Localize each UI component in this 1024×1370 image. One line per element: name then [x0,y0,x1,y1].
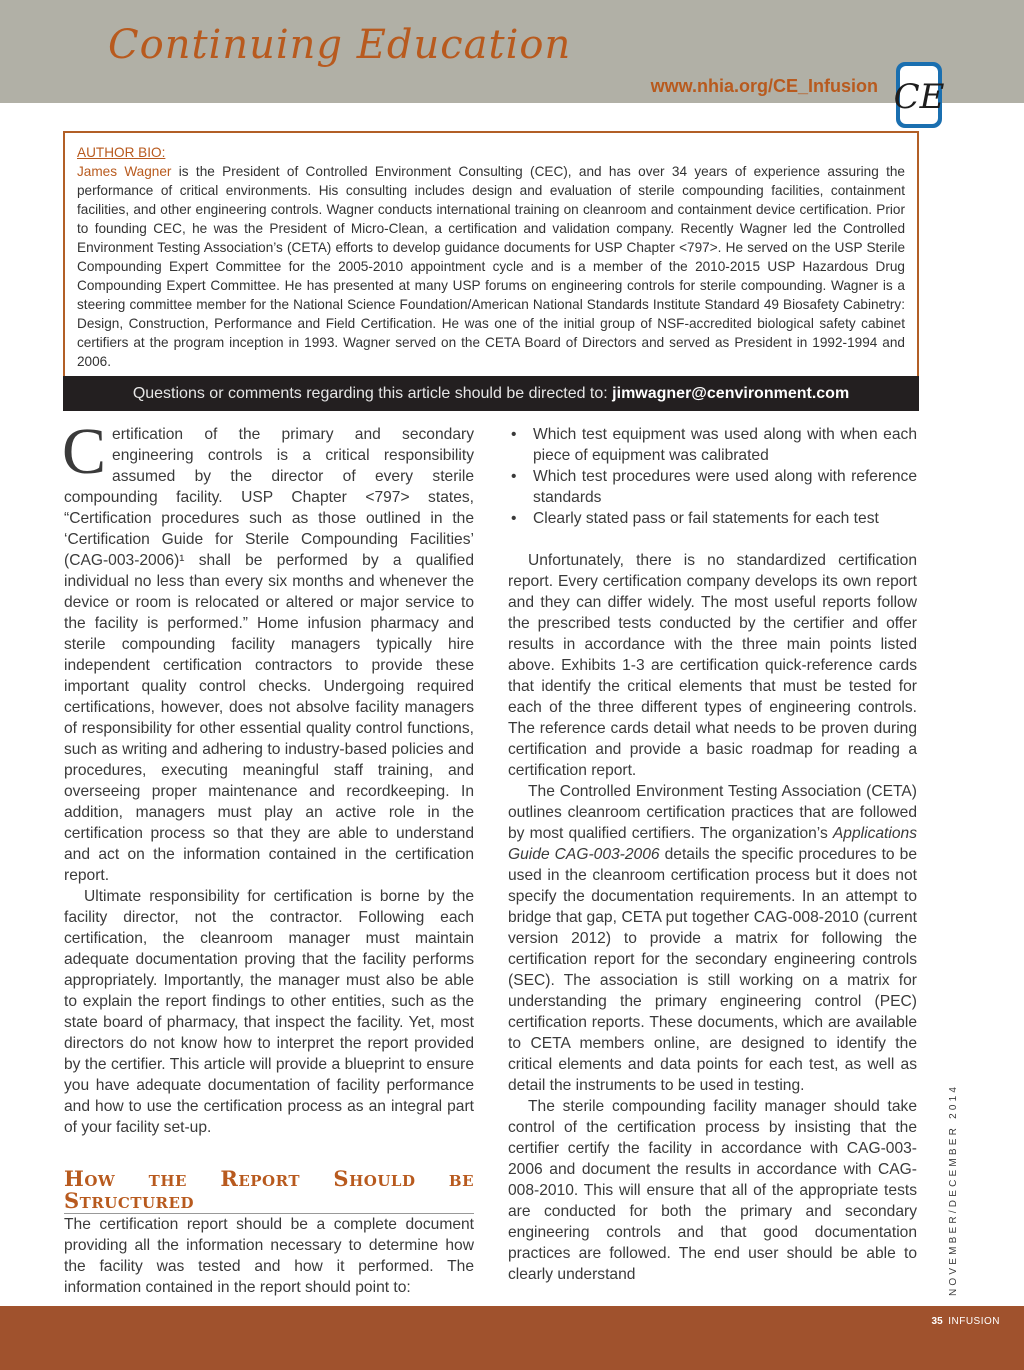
list-item: • Clearly stated pass or fail statements for each test [511,510,879,527]
section-title: Continuing Education [108,22,572,68]
bullet-icon: • [511,510,517,527]
contact-email-link[interactable]: jimwagner@cenvironment.com [612,385,850,402]
bullet-icon: • [511,468,517,485]
ce-logo-icon [894,60,944,130]
author-name: James Wagner [77,164,172,179]
list-item: • Which test procedures were used along with reference standards [511,468,917,506]
author-bio-body: is the President of Controlled Environment Consulting (CEC), and has over 34 years of experience assuring the performance of critical environments. His consulting includes design and evaluation of sterile compounding facilities, containment facilities, and other engineering controls. Wagner conducts international training on cleanroom and containment device certification. Prior to founding CEC, he was the President of Micro-Clean, a certification and validation company. Recently Wagner led the Controlled Environment Testing Association’s (CETA) efforts to develop guidance documents for USP Chapter <797>. He served on the USP Sterile Compounding Expert Committee for the 2005-2010 appointment cycle and is a member of the 2010-2015 USP Hazardous Drug Compounding Expert Committee. He has presented at many USP forums on engineering controls for sterile compounding. Wagner is a steering committee member for the National Science Foundation/American National Standards Institute Standard 49 Biosafety Cabinetry: Design, Construction, Performance and Field Certification. He was one of the initial group of NSF-accredited biological safety cabinet certifiers at the program inception in 1993. Wagner served on the CETA Board of Directors and served as President in 1992-1994 and 2006. [77,164,905,369]
questions-text: Questions or comments regarding this article should be directed to: [132,385,613,402]
magazine-name: INFUSION [948,1316,1000,1327]
author-bio-text [77,162,905,371]
drop-cap: C [62,415,107,488]
page-header [0,0,1024,117]
article-left-column [62,415,474,1298]
page-number: 35 [931,1316,943,1327]
questions-bar [63,376,919,411]
page-number-label [932,1316,1000,1327]
article-paragraph: Certification of the primary and secondary engineering controls is a critical responsibility assumed by the director of every sterile compounding facility. USP Chapter <797> states, “Certification procedures such as those outlined in the ‘Certification Guide for Sterile Compounding Facilities’ (CAG-003-2006)¹ shall be performed by a qualified individual no less than every six months and whenever the device or room is relocated or altered or major service to the facility is performed.” Home infusion pharmacy and sterile compounding facility managers typically hire independent certification contractors to provide these important quality control checks. Undergoing required certifications, however, does not absolve facility managers of responsibility for other essential quality control functions, such as writing and adhering to industry-based policies and procedures, executing meaningful staff training, and overseeing proper maintenance and recordkeeping. In addition, managers must play an active role in the certification process so that they are able to understand and act on the information contained in the certification report. [62,415,474,884]
article-paragraph: The Controlled Environment Testing Association (CETA) outlines cleanroom certification practices that are followed by most qualified certifiers. The organization’s Applications Guide CAG-003-2006 details the specific procedures to be used in the cleanroom certification process but it does not specify the documentation requirements. In an attempt to bridge that gap, CETA put together CAG-008-2010 (current version 2012) to provide a matrix for following the certification report for the secondary engineering controls (SEC). The association is still working on a matrix for understanding the primary engineering control (PEC) certification reports. These documents, which are available to CETA members online, are designed to identify the critical elements and data points for each test, as well as detail the instruments to be used in testing. [508,783,917,1094]
issue-date: NOVEMBER/DECEMBER 2014 [948,1083,959,1296]
bullet-list [508,424,917,529]
svg-text:CE: CE [894,77,944,117]
article-paragraph: The sterile compounding facility manager should take control of the certification process by insisting that the certifier certify the facility in accordance with CAG-003-2006 and document the results in accordance with CAG-008-2010. This will ensure that all of the appropriate tests are conducted for both the primary and secondary engineering controls and that good documentation practices are followed. The end user should be able to clearly understand [508,1098,917,1283]
article-paragraph: Unfortunately, there is no standardized certification report. Every certification company develops its own report and they can differ widely. The most useful reports follow the prescribed tests conducted by the certifier and offer results in accordance with the three main points listed above. Exhibits 1-3 are certification quick-reference cards that identify the critical elements that must be tested for each of the three different types of engineering controls. The reference cards detail what needs to be proven during certification and provide a basic roadmap for reading a certification report. [508,552,917,779]
article-paragraph: The certification report should be a complete document providing all the information necessary to determine how the facility was tested and how it performed. The information contained in the report should point to: [64,1216,474,1296]
article-right-column [508,424,917,1285]
website-link[interactable]: www.nhia.org/CE_Infusion [650,76,878,96]
article-paragraph: Ultimate responsibility for certification is borne by the facility director, not the contractor. Following each certification, the cleanroom manager must maintain adequate documentation proving that the facility performs appropriately. Importantly, the manager must also be able to explain the report findings to other entities, such as the state board of pharmacy, that inspect the facility. Yet, most directors do not know how to interpret the report provided by the certifier. This article will provide a blueprint to ensure you have adequate documentation of facility performance and how to use the certification process as an integral part of your facility set-up. [64,888,474,1136]
section-heading: How the Report Should be Structured [64,1166,474,1213]
list-item: • Which test equipment was used along with when each piece of equipment was calibrated [511,426,917,464]
author-bio-heading: AUTHOR BIO: [77,145,166,160]
page-footer [0,1306,1024,1370]
author-bio-box [63,131,919,376]
bullet-icon: • [511,426,517,443]
